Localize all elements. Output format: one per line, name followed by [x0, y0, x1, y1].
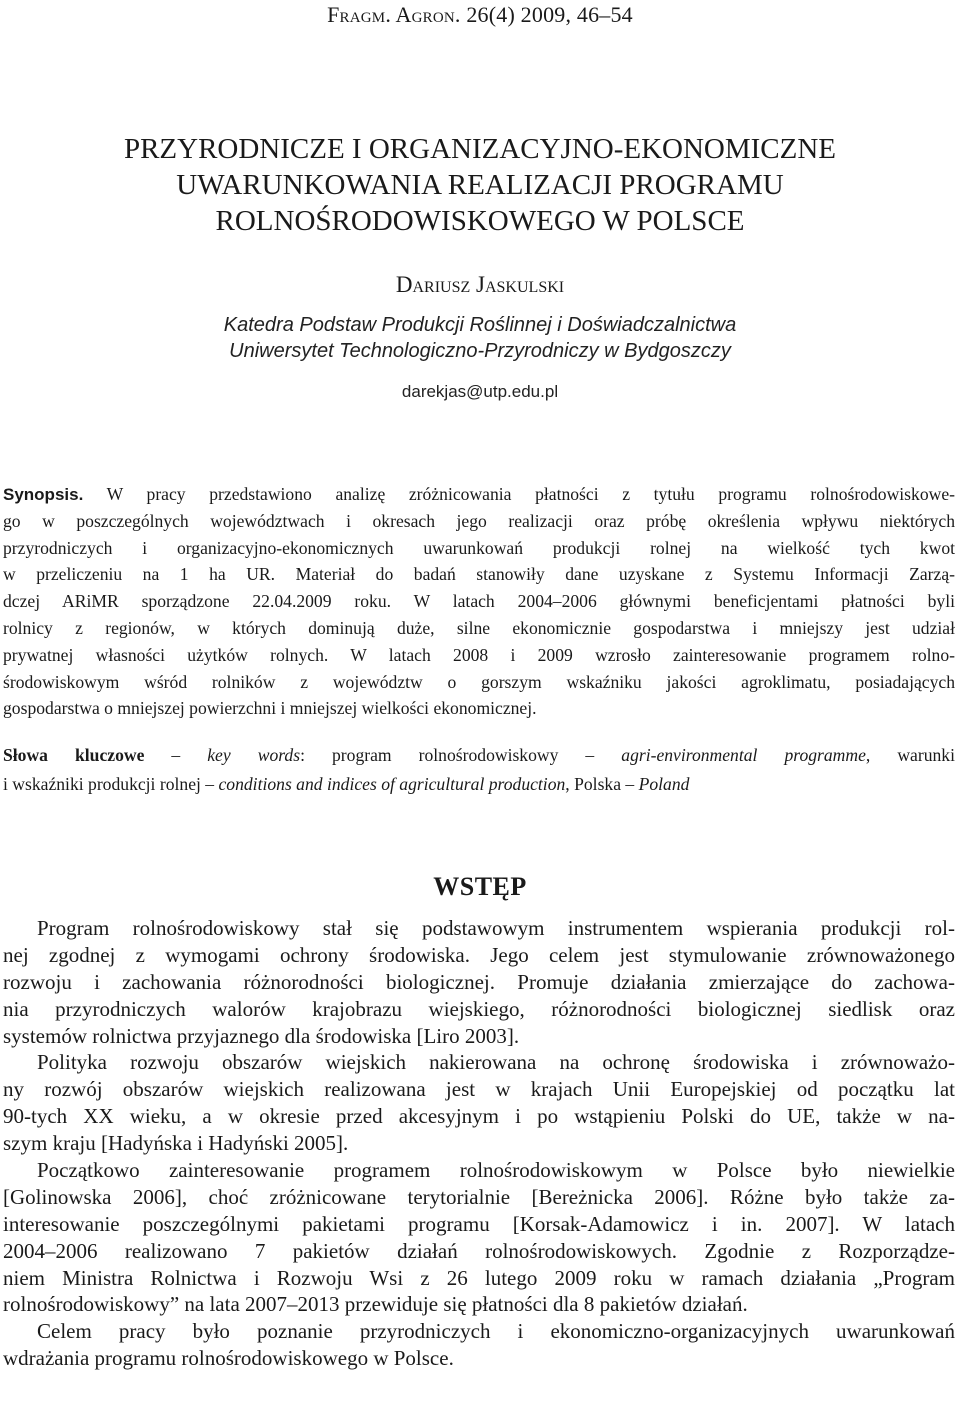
synopsis-line: dczej ARiMR sporządzone 22.04.2009 roku. W latach 2004–2006 głównymi beneficjentami płatności byli — [3, 591, 955, 612]
body-line: interesowanie poszczególnymi pakietami programu [Korsak-Adamowicz i in. 2007]. W latach — [3, 1211, 955, 1236]
section-heading: WSTĘP — [433, 871, 527, 901]
body-line: szym kraju [Hadyńska i Hadyński 2005]. — [3, 1131, 349, 1156]
body-line: Program rolnośrodowiskowy stał się podstawowym instrumentem wspierania produkcji rol- — [37, 916, 955, 940]
body-line: ny rozwój obszarów wiejskich realizowana jest w krajach Unii Europejskiej od początku lat — [3, 1077, 955, 1102]
keywords-paragraph — [3, 741, 955, 799]
journal-name: Fragm. Agron. — [327, 2, 461, 27]
affiliation-line-1: Katedra Podstaw Produkcji Roślinnej i Doświadczalnictwa — [223, 314, 737, 336]
journal-reference — [0, 2, 960, 28]
synopsis-line: przyrodniczych i organizacyjno-ekonomicznych uwarunkowań produkcji rolnej na wielkość tych kwot — [3, 537, 955, 558]
affiliation-line-2: Uniwersytet Technologiczno-Przyrodniczy w Bydgoszczy — [229, 340, 731, 362]
body-text — [3, 915, 955, 1372]
synopsis-line: Synopsis. W pracy przedstawiono analizę zróżnicowania płatności z tytułu programu rolnośrodowiskowe- — [3, 484, 955, 504]
synopsis-label: Synopsis. — [3, 485, 84, 504]
synopsis-line: rolnicy z regionów, w których dominują duże, silne ekonomicznie gospodarstwa i mniejszy jest udział — [3, 617, 955, 638]
paper-title — [40, 131, 920, 239]
title-line-1: PRZYRODNICZE I ORGANIZACYJNO-EKONOMICZNE — [123, 133, 837, 166]
keywords-line: i wskaźniki produkcji rolnej – conditions and indices of agricultural production, Polska – Poland — [3, 774, 690, 794]
author-affiliation — [0, 312, 960, 364]
body-line: 90-tych XX wieku, a w okresie przed akcesyjnym i po wstąpieniu Polski do UE, także w na- — [3, 1104, 955, 1129]
body-line: wdrażania programu rolnośrodowiskowego w Polsce. — [3, 1346, 454, 1371]
synopsis-line: w przeliczeniu na 1 ha UR. Materiał do badań stanowiły dane uzyskane z Systemu Informacji Zarzą- — [3, 564, 955, 585]
body-line: Celem pracy było poznanie przyrodniczych i ekonomiczno-organizacyjnych uwarunkowań — [37, 1319, 955, 1344]
title-line-2: UWARUNKOWANIA REALIZACJI PROGRAMU — [176, 169, 784, 202]
body-line: 2004–2006 realizowano 7 pakietów działań rolnośrodowiskowych. Zgodnie z Rozporządze- — [3, 1238, 955, 1263]
synopsis-line: gospodarstwa o mniejszej powierzchni i mniejszej wielkości ekonomicznej. — [3, 698, 537, 719]
synopsis-paragraph — [3, 481, 955, 722]
synopsis-line: go w poszczególnych województwach i okresach jego realizacji oraz próbę określenia wpływu niektórych — [3, 510, 955, 531]
synopsis-line: prywatnej własności użytków rolnych. W latach 2008 i 2009 wzrosło zainteresowanie programem rolno- — [3, 644, 955, 665]
body-line: [Golinowska 2006], choć zróżnicowane terytorialnie [Bereżnicka 2006]. Różne było także za- — [3, 1184, 955, 1209]
body-line: Polityka rozwoju obszarów wiejskich nakierowana na ochronę środowiska i zrównoważo- — [37, 1050, 955, 1075]
body-line: nej zgodnej z wymogami ochrony środowiska. Jego celem jest stymulowanie zrównoważonego — [3, 942, 955, 967]
author-name: Dariusz Jaskulski — [395, 272, 565, 297]
synopsis-line: środowiskowym wśród rolników z województw o gorszym wskaźniku jakości agroklimatu, posiadających — [3, 671, 955, 692]
journal-volume-pages: 26(4) 2009, 46–54 — [460, 2, 633, 27]
body-line: nia przyrodniczych walorów krajobrazu wiejskiego, różnorodności biologicznej siedlisk oraz — [3, 996, 955, 1021]
title-line-3: ROLNOŚRODOWISKOWEGO W POLSCE — [215, 205, 745, 238]
keywords-line: Słowa kluczowe – key words: program rolnośrodowiskowy – agri-environmental programme, warunki — [3, 745, 955, 765]
author-email: darekjas@utp.edu.pl — [401, 382, 559, 401]
body-line: rozwoju i zachowania różnorodności biologicznej. Promuje działania zmierzające do zachowa- — [3, 969, 955, 994]
body-line: systemów rolnictwa przyjaznego dla środowiska [Liro 2003]. — [3, 1023, 520, 1048]
keywords-label: Słowa kluczowe — [3, 745, 145, 765]
body-line: Początkowo zainteresowanie programem rolnośrodowiskowym w Polsce było niewielkie — [37, 1158, 955, 1183]
body-line: rolnośrodowiskowy” na lata 2007–2013 przewiduje się płatności dla 8 pakietów działań. — [3, 1292, 748, 1317]
body-line: niem Ministra Rolnictwa i Rozwoju Wsi z 26 lutego 2009 roku w ramach działania „Program — [3, 1265, 955, 1290]
